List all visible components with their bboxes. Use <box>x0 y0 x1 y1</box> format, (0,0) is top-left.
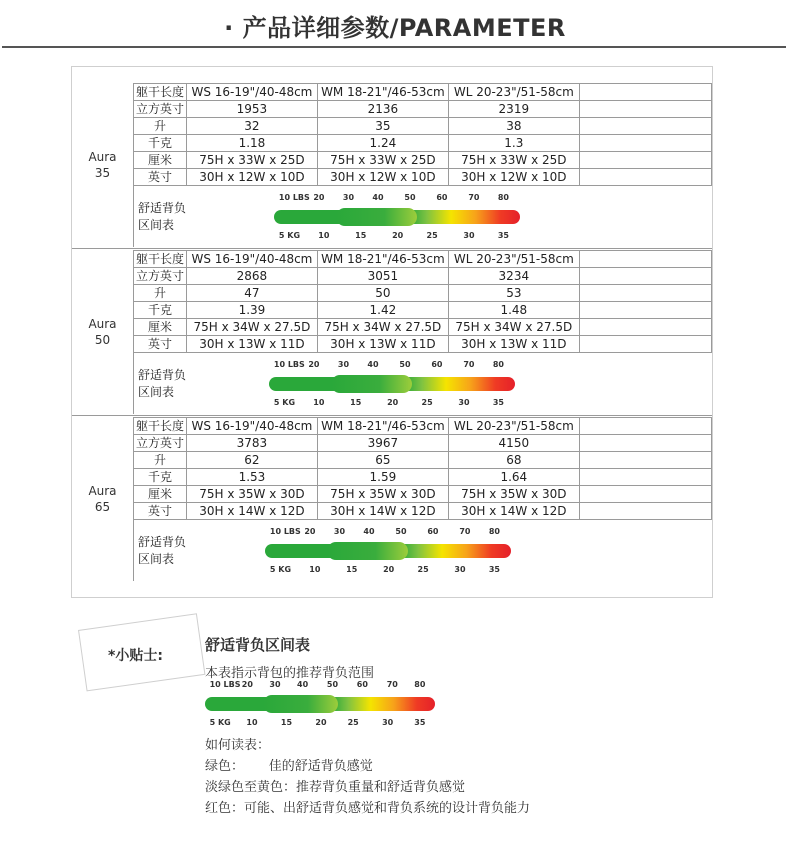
table-row <box>134 503 712 520</box>
table-row <box>134 135 712 152</box>
table-row <box>134 285 712 302</box>
table-row <box>134 469 712 486</box>
tips-title: 舒适背负区间表 <box>205 636 311 654</box>
kg-tick-label: 30 <box>382 718 394 727</box>
comfort-scale <box>265 527 511 575</box>
lbs-tick-label: 30 <box>337 360 350 369</box>
row-label-cm: 厘米 <box>134 319 187 336</box>
size-header: WM 18-21"/46-53cm <box>317 418 448 435</box>
empty-cell <box>579 268 711 285</box>
lbs-tick-label: 10 LBS <box>278 193 310 202</box>
tips-description: 本表指示背包的推荐背负范围 <box>205 666 375 681</box>
empty-cell <box>579 152 711 169</box>
table-row <box>134 251 712 268</box>
lbs-tick-label: 50 <box>404 193 416 202</box>
kg-tick-label: 15 <box>350 398 362 407</box>
kg-tick-label: 15 <box>346 565 358 574</box>
empty-cell <box>579 418 711 435</box>
spec-table <box>133 83 712 186</box>
tips-how-to-read: 如何读表： <box>205 738 271 753</box>
lbs-tick-label: 70 <box>459 527 471 536</box>
model-section <box>72 250 712 416</box>
table-row <box>134 84 712 101</box>
kg-tick-label: 5 KG <box>278 231 301 240</box>
kg-tick-label: 35 <box>492 398 504 407</box>
tips-label: *小贴士: <box>108 648 163 664</box>
model-name-line1: Aura <box>88 317 117 331</box>
kg-tick-label: 5 KG <box>269 565 292 574</box>
lbs-tick-label: 40 <box>367 360 379 369</box>
lbs-tick-label: 60 <box>436 193 448 202</box>
spec-value: 75H x 35W x 30D <box>317 486 448 503</box>
empty-cell <box>579 285 711 302</box>
spec-value: 1.24 <box>317 135 448 152</box>
spec-value: 30H x 12W x 10D <box>186 169 317 186</box>
spec-value: 30H x 14W x 12D <box>448 503 579 520</box>
lbs-tick-label: 50 <box>395 527 407 536</box>
kg-tick-label: 20 <box>383 565 395 574</box>
spec-value: 35 <box>317 118 448 135</box>
kg-tick-label: 10 <box>246 718 258 727</box>
spec-value: 75H x 35W x 30D <box>448 486 579 503</box>
row-label-comfort: 舒适背负区间表 <box>138 201 187 232</box>
spec-value: 75H x 34W x 27.5D <box>317 319 448 336</box>
spec-value: 3234 <box>448 268 579 285</box>
lbs-tick-label: 70 <box>463 360 475 369</box>
empty-cell <box>579 486 711 503</box>
comfort-optimal-zone <box>336 208 417 226</box>
lbs-tick-label: 70 <box>386 680 398 689</box>
row-label-liter: 升 <box>134 285 187 302</box>
size-header: WS 16-19"/40-48cm <box>186 251 317 268</box>
row-label-inch: 英寸 <box>134 503 187 520</box>
empty-cell <box>579 452 711 469</box>
tips-green-meaning: 绿色： 佳的舒适背负感觉 <box>205 759 373 774</box>
empty-cell <box>579 469 711 486</box>
tips-legend <box>205 735 530 819</box>
spec-value: 30H x 12W x 10D <box>317 169 448 186</box>
spec-value: 2868 <box>186 268 317 285</box>
table-row <box>134 336 712 353</box>
kg-tick-label: 15 <box>355 231 367 240</box>
spec-value: 75H x 33W x 25D <box>448 152 579 169</box>
spec-value: 75H x 34W x 27.5D <box>448 319 579 336</box>
empty-cell <box>579 101 711 118</box>
spec-value: 62 <box>186 452 317 469</box>
row-label-liter: 升 <box>134 118 187 135</box>
size-header: WM 18-21"/46-53cm <box>317 251 448 268</box>
page-title: · 产品详细参数/PARAMETER <box>224 14 566 42</box>
spec-value: 47 <box>186 285 317 302</box>
lbs-tick-label: 70 <box>468 193 480 202</box>
spec-value: 30H x 13W x 11D <box>186 336 317 353</box>
empty-cell <box>579 435 711 452</box>
table-row <box>134 118 712 135</box>
comfort-row <box>133 519 712 581</box>
lbs-tick-label: 10 LBS <box>273 360 305 369</box>
row-label-torso: 躯干长度 <box>134 84 187 101</box>
empty-cell <box>579 319 711 336</box>
lbs-tick-label: 10 LBS <box>269 527 301 536</box>
spec-value: 68 <box>448 452 579 469</box>
empty-cell <box>579 84 711 101</box>
kg-tick-label: 5 KG <box>209 718 231 727</box>
lbs-tick-label: 40 <box>297 680 309 689</box>
kg-tick-label: 10 <box>318 231 330 240</box>
kg-tick-label: 5 KG <box>273 398 296 407</box>
spec-value: 1.39 <box>186 302 317 319</box>
comfort-optimal-zone <box>263 695 339 713</box>
kg-tick-label: 20 <box>392 231 404 240</box>
model-name-line1: Aura <box>88 484 117 498</box>
table-row <box>134 418 712 435</box>
lbs-tick-label: 60 <box>431 360 443 369</box>
spec-panel <box>71 66 713 598</box>
lbs-tick-label: 20 <box>304 527 316 536</box>
spec-value: 2136 <box>317 101 448 118</box>
row-label-liter: 升 <box>134 452 187 469</box>
kg-tick-label: 25 <box>347 718 359 727</box>
comfort-row <box>133 352 712 414</box>
table-row <box>134 101 712 118</box>
spec-value: 1.53 <box>186 469 317 486</box>
lbs-tick-label: 10 LBS <box>209 680 241 689</box>
size-header: WS 16-19"/40-48cm <box>186 418 317 435</box>
lbs-tick-label: 20 <box>308 360 320 369</box>
spec-value: 30H x 13W x 11D <box>448 336 579 353</box>
model-name-line1: Aura <box>88 150 117 164</box>
model-name <box>72 149 133 181</box>
row-label-cm: 厘米 <box>134 152 187 169</box>
empty-cell <box>579 169 711 186</box>
model-name <box>72 316 133 348</box>
spec-value: 32 <box>186 118 317 135</box>
spec-value: 3051 <box>317 268 448 285</box>
title-divider <box>2 46 786 48</box>
comfort-scale <box>269 360 515 408</box>
row-label-comfort: 舒适背负区间表 <box>138 368 187 399</box>
lbs-tick-label: 80 <box>497 193 509 202</box>
row-label-torso: 躯干长度 <box>134 251 187 268</box>
lbs-tick-label: 30 <box>333 527 346 536</box>
spec-value: 75H x 35W x 30D <box>186 486 317 503</box>
row-label-cubic-inch: 立方英寸 <box>134 435 187 452</box>
lbs-tick-label: 80 <box>492 360 504 369</box>
spec-value: 53 <box>448 285 579 302</box>
spec-value: 1.59 <box>317 469 448 486</box>
model-section <box>72 417 712 582</box>
kg-tick-label: 10 <box>313 398 325 407</box>
table-row <box>134 152 712 169</box>
spec-value: 50 <box>317 285 448 302</box>
spec-value: 1.48 <box>448 302 579 319</box>
kg-tick-label: 20 <box>387 398 399 407</box>
spec-value: 38 <box>448 118 579 135</box>
tips-red-meaning: 红色：可能、出舒适背负感觉和背负系统的设计背负能力 <box>205 801 531 816</box>
empty-cell <box>579 251 711 268</box>
empty-cell <box>579 336 711 353</box>
kg-tick-label: 25 <box>417 565 429 574</box>
empty-cell <box>579 302 711 319</box>
empty-cell <box>579 118 711 135</box>
comfort-optimal-zone <box>327 542 408 560</box>
spec-value: 75H x 33W x 25D <box>186 152 317 169</box>
size-header: WM 18-21"/46-53cm <box>317 84 448 101</box>
spec-value: 1.18 <box>186 135 317 152</box>
size-header: WL 20-23"/51-58cm <box>448 251 579 268</box>
model-name <box>72 483 133 515</box>
table-row <box>134 319 712 336</box>
lbs-tick-label: 40 <box>372 193 384 202</box>
size-header: WL 20-23"/51-58cm <box>448 418 579 435</box>
row-label-kg: 千克 <box>134 469 187 486</box>
spec-value: 3967 <box>317 435 448 452</box>
spec-value: 3783 <box>186 435 317 452</box>
table-row <box>134 486 712 503</box>
kg-tick-label: 10 <box>309 565 321 574</box>
tips-yellow-meaning: 淡绿色至黄色：推荐背负重量和舒适背负感觉 <box>205 780 466 795</box>
row-label-cubic-inch: 立方英寸 <box>134 268 187 285</box>
lbs-tick-label: 50 <box>399 360 411 369</box>
kg-tick-label: 15 <box>280 718 293 727</box>
lbs-tick-label: 60 <box>427 527 439 536</box>
kg-tick-label: 30 <box>463 231 475 240</box>
spec-value: 30H x 14W x 12D <box>317 503 448 520</box>
model-name-line2: 35 <box>94 166 111 180</box>
lbs-tick-label: 20 <box>241 680 253 689</box>
row-label-cubic-inch: 立方英寸 <box>134 101 187 118</box>
kg-tick-label: 25 <box>421 398 433 407</box>
kg-tick-label: 25 <box>426 231 438 240</box>
row-label-inch: 英寸 <box>134 336 187 353</box>
row-label-torso: 躯干长度 <box>134 418 187 435</box>
model-name-line2: 50 <box>94 333 111 347</box>
spec-value: 30H x 14W x 12D <box>186 503 317 520</box>
spec-value: 65 <box>317 452 448 469</box>
spec-value: 2319 <box>448 101 579 118</box>
comfort-row <box>133 185 712 247</box>
lbs-tick-label: 80 <box>414 680 426 689</box>
size-header: WS 16-19"/40-48cm <box>186 84 317 101</box>
kg-tick-label: 35 <box>488 565 500 574</box>
lbs-tick-label: 80 <box>488 527 500 536</box>
table-row <box>134 169 712 186</box>
size-header: WL 20-23"/51-58cm <box>448 84 579 101</box>
kg-tick-label: 35 <box>497 231 509 240</box>
spec-value: 1.3 <box>448 135 579 152</box>
spec-table <box>133 250 712 353</box>
row-label-inch: 英寸 <box>134 169 187 186</box>
comfort-scale <box>274 193 520 241</box>
model-name-line2: 65 <box>94 500 111 514</box>
model-section <box>72 83 712 249</box>
lbs-tick-label: 30 <box>269 680 281 689</box>
lbs-tick-label: 20 <box>313 193 325 202</box>
kg-tick-label: 30 <box>454 565 466 574</box>
comfort-optimal-zone <box>331 375 412 393</box>
spec-value: 1953 <box>186 101 317 118</box>
row-label-comfort: 舒适背负区间表 <box>138 535 187 566</box>
kg-tick-label: 35 <box>414 718 426 727</box>
spec-value: 4150 <box>448 435 579 452</box>
spec-value: 1.64 <box>448 469 579 486</box>
spec-table <box>133 417 712 520</box>
table-row <box>134 452 712 469</box>
row-label-kg: 千克 <box>134 135 187 152</box>
lbs-tick-label: 60 <box>356 680 368 689</box>
spec-value: 30H x 13W x 11D <box>317 336 448 353</box>
table-row <box>134 435 712 452</box>
spec-value: 75H x 33W x 25D <box>317 152 448 169</box>
spec-value: 30H x 12W x 10D <box>448 169 579 186</box>
lbs-tick-label: 50 <box>326 680 339 689</box>
table-row <box>134 268 712 285</box>
kg-tick-label: 30 <box>458 398 470 407</box>
row-label-kg: 千克 <box>134 302 187 319</box>
empty-cell <box>579 135 711 152</box>
spec-value: 1.42 <box>317 302 448 319</box>
empty-cell <box>579 503 711 520</box>
lbs-tick-label: 30 <box>342 193 355 202</box>
kg-tick-label: 20 <box>315 718 327 727</box>
row-label-cm: 厘米 <box>134 486 187 503</box>
lbs-tick-label: 40 <box>363 527 375 536</box>
spec-value: 75H x 34W x 27.5D <box>186 319 317 336</box>
table-row <box>134 302 712 319</box>
tips-comfort-scale <box>205 680 435 728</box>
